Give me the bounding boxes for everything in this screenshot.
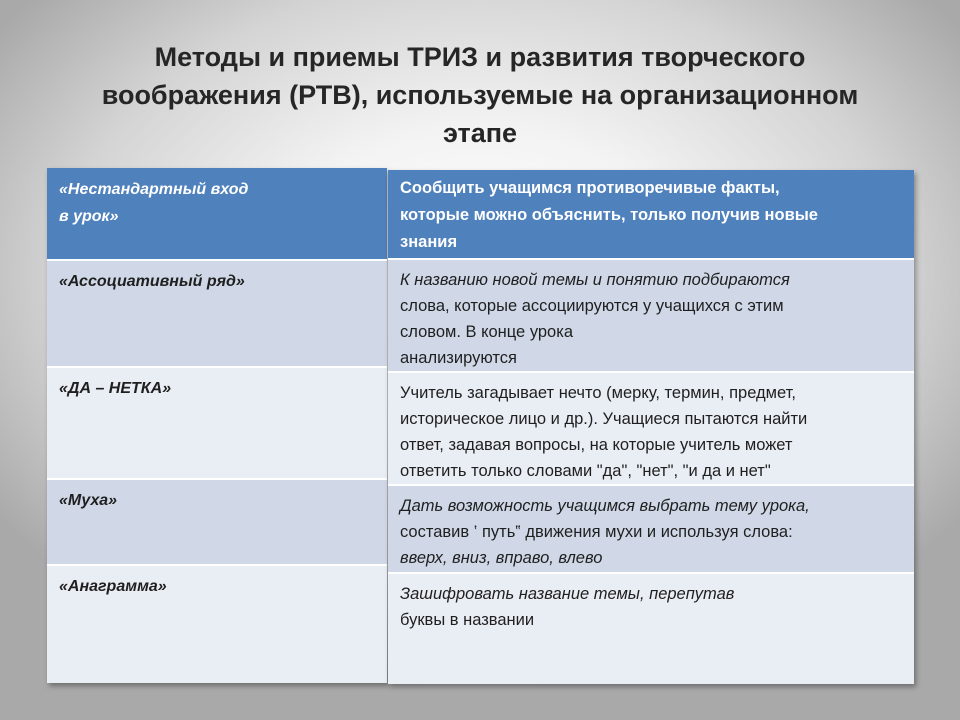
description-cell-contradictory-facts	[388, 170, 914, 260]
description-line: вверх, вниз, вправо, влево	[400, 549, 603, 567]
method-cell-nonstandard-entry	[47, 168, 387, 261]
method-label-line: в урок»	[59, 208, 119, 225]
method-label-line: «Нестандартный вход	[59, 181, 249, 198]
description-line: составив ‛ путь‟ движения мухи и используя слова:	[400, 523, 793, 541]
title-line-3: этапе	[442, 118, 518, 148]
description-cell-anagram	[388, 574, 914, 684]
description-line: историческое лицо и др.). Учащиеся пытаются найти	[400, 410, 808, 428]
method-label: «Муха»	[59, 492, 117, 509]
description-cell-associative-row	[388, 260, 914, 373]
description-line: слова, которые ассоциируются у учащихся с этим	[400, 297, 784, 315]
description-line: которые можно объяснить, только получив новые	[400, 206, 818, 224]
title-line-2: воображения (РТВ), используемые на организационном	[101, 80, 859, 110]
description-line: К названию новой темы и понятию подбираются	[400, 271, 790, 289]
method-cell-anagram	[47, 566, 387, 683]
method-label: «Ассоциативный ряд»	[59, 273, 245, 290]
page-title	[60, 38, 900, 152]
method-cell-mukha	[47, 480, 387, 566]
description-line: знания	[400, 233, 458, 251]
description-line: Учитель загадывает нечто (мерку, термин, предмет,	[400, 384, 796, 402]
description-line: ответить только словами "да", "нет", "и да и нет"	[400, 462, 771, 480]
description-line: анализируются	[400, 349, 517, 367]
descriptions-column	[388, 170, 914, 684]
method-label: «Анаграмма»	[59, 578, 167, 595]
methods-column	[47, 168, 387, 683]
method-cell-associative-row	[47, 261, 387, 368]
description-line: буквы в названии	[400, 611, 535, 629]
method-cell-da-netka	[47, 368, 387, 480]
description-cell-mukha	[388, 486, 914, 574]
description-line: Зашифровать название темы, перепутав	[400, 585, 735, 603]
method-label: «ДА – НЕТКА»	[59, 380, 172, 397]
description-line: словом. В конце урока	[400, 323, 573, 341]
description-cell-da-netka	[388, 373, 914, 486]
description-line: Сообщить учащимся противоречивые факты,	[400, 179, 780, 197]
description-line: ответ, задавая вопросы, на которые учитель может	[400, 436, 793, 454]
title-line-1: Методы и приемы ТРИЗ и развития творческого	[154, 42, 806, 72]
description-line: Дать возможность учащимся выбрать тему урока,	[400, 497, 810, 515]
